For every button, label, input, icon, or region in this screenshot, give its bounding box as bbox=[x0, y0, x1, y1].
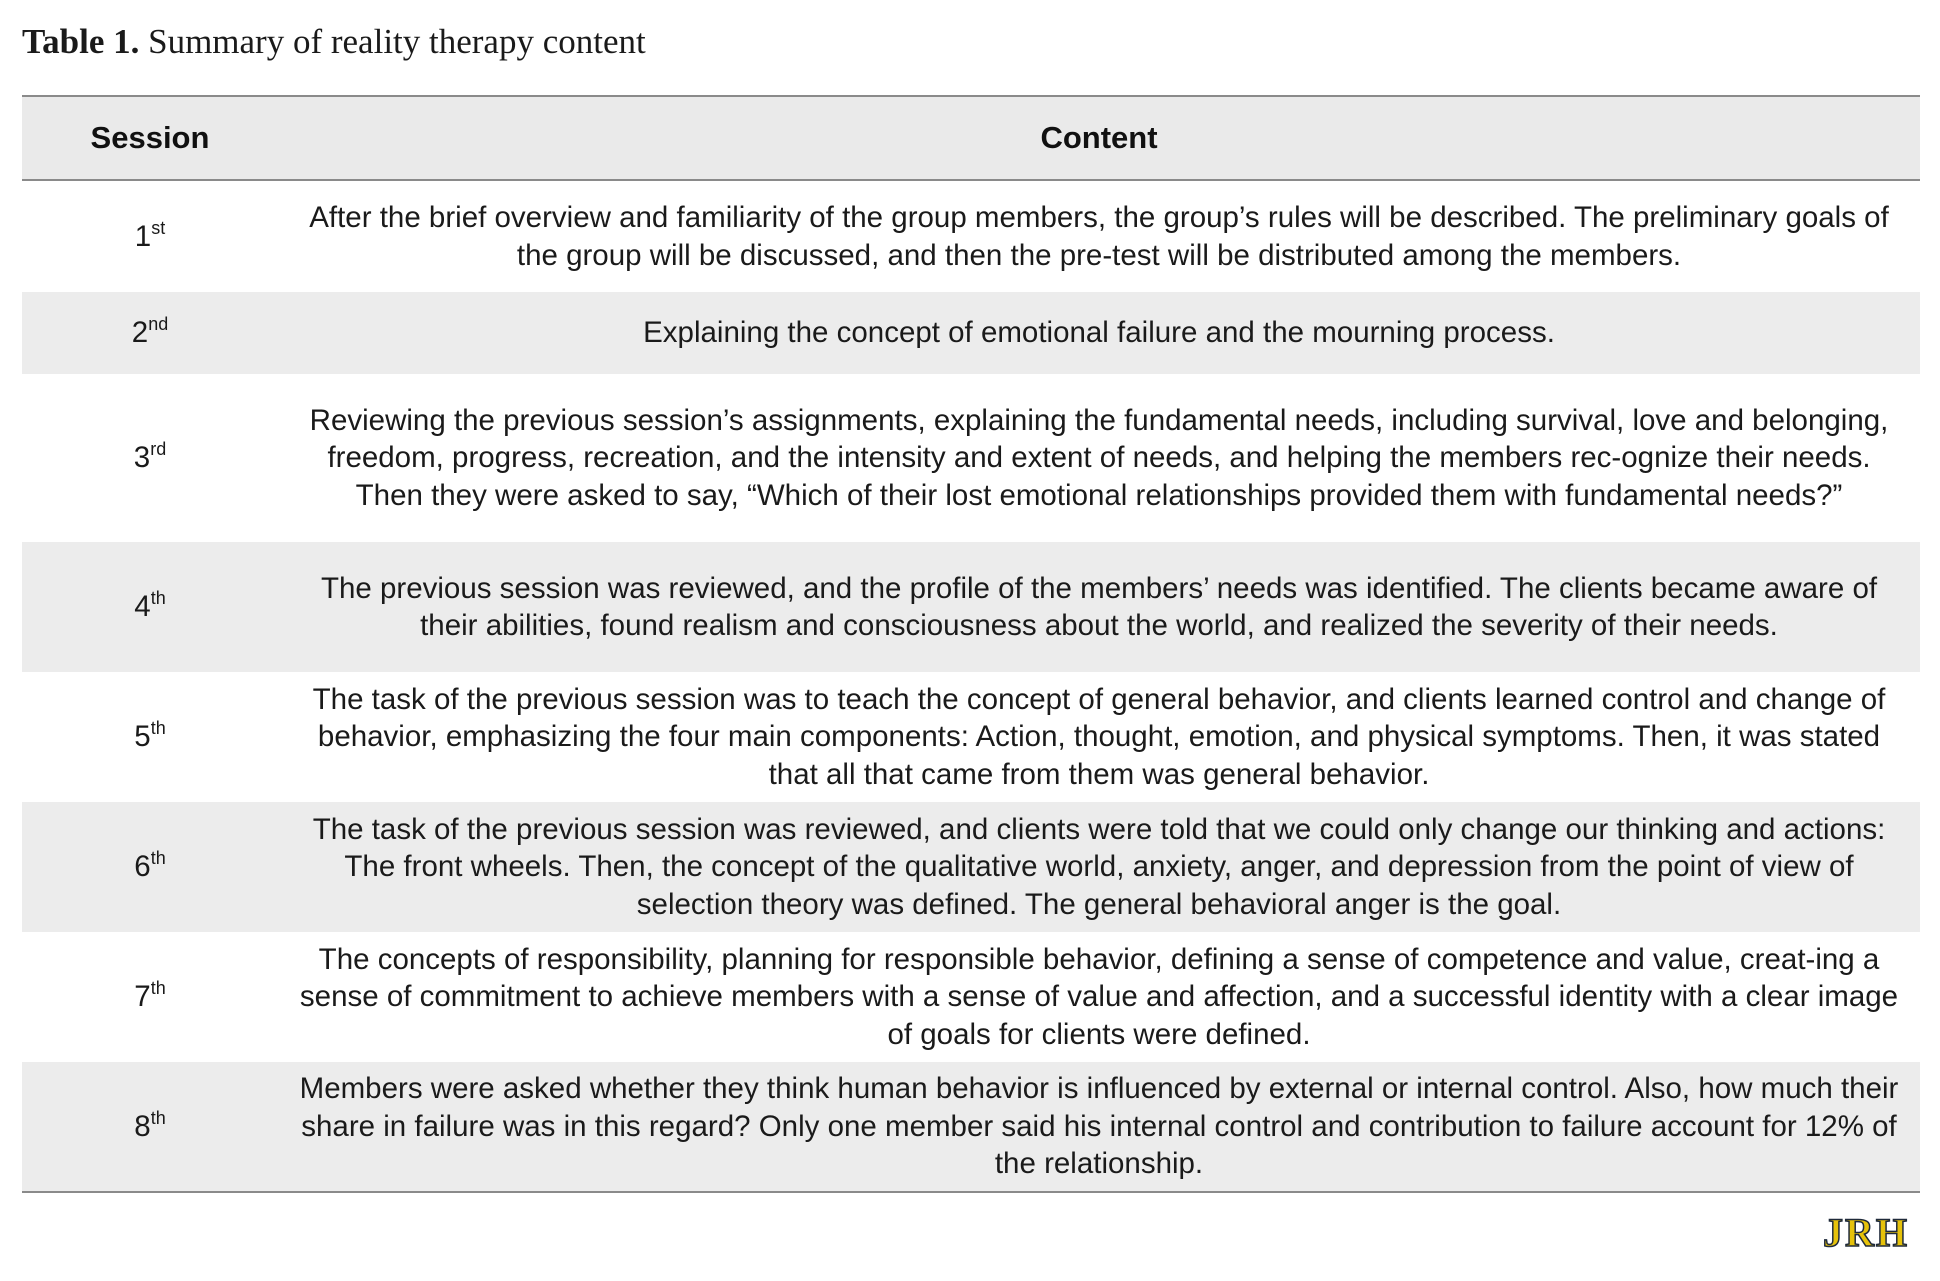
table-row bbox=[22, 542, 1920, 672]
session-number: 3 bbox=[133, 441, 151, 475]
session-cell bbox=[22, 932, 278, 1062]
session-number: 6 bbox=[134, 850, 151, 884]
session-number: 4 bbox=[134, 590, 151, 624]
content-cell: The concepts of responsibility, planning for responsible behavior, defining a sense of competence and value, creat-ing a sense of commitment to achieve members with a sense of value and affection, and a successful identity with a clear image of goals for clients were defined. bbox=[299, 942, 1899, 1051]
session-ordinal-suffix: th bbox=[150, 978, 166, 999]
session-ordinal-suffix: rd bbox=[150, 439, 167, 460]
content-cell: The task of the previous session was reviewed, and clients were told that we could only change our thinking and actions: The front wheels. Then, the concept of the qualitative world, anxiety, anger, and depression from the point of view of selection theory was defined. The general behavioral anger is the goal. bbox=[278, 802, 1920, 932]
table-row bbox=[22, 180, 1920, 292]
session-number: 7 bbox=[134, 980, 151, 1014]
content-cell: Explaining the concept of emotional failure and the mourning process. bbox=[278, 292, 1920, 374]
table-label: Table 1. bbox=[22, 22, 140, 61]
session-ordinal-suffix: th bbox=[150, 1107, 166, 1128]
header-content: Content bbox=[278, 96, 1920, 180]
session-number: 8 bbox=[134, 1109, 151, 1143]
content-cell: After the brief overview and familiarity of the group members, the group’s rules will be described. The preliminary goals of the group will be discussed, and then the pre-test will be distributed among the members. bbox=[309, 201, 1889, 272]
content-cell: The previous session was reviewed, and the profile of the members’ needs was identified. The clients became aware of their abilities, found realism and consciousness about the world, and realized the severity of their needs. bbox=[278, 542, 1920, 672]
session-cell bbox=[22, 292, 278, 374]
table-row bbox=[22, 1062, 1920, 1192]
table-row bbox=[22, 802, 1920, 932]
journal-logo bbox=[1810, 1210, 1922, 1255]
session-cell bbox=[22, 802, 278, 932]
content-cell: Members were asked whether they think human behavior is influenced by external or internal control. Also, how much their share in failure was in this regard? Only one member said his internal control and contribution to failure account for 12% of the relationship. bbox=[278, 1062, 1920, 1192]
table-caption bbox=[22, 18, 646, 66]
session-ordinal-suffix: th bbox=[150, 848, 166, 869]
table-row bbox=[22, 374, 1920, 542]
session-cell bbox=[22, 1062, 278, 1192]
header-session: Session bbox=[22, 96, 278, 180]
session-number: 5 bbox=[134, 720, 151, 754]
table-row bbox=[22, 672, 1920, 802]
table-row bbox=[22, 932, 1920, 1062]
session-ordinal-suffix: th bbox=[150, 718, 166, 739]
table-header-row bbox=[22, 96, 1920, 180]
session-cell bbox=[22, 180, 278, 292]
content-cell: Reviewing the previous session’s assignments, explaining the fundamental needs, including survival, love and belonging, freedom, progress, recreation, and the intensity and extent of needs, and helping the members rec-ognize their needs. Then they were asked to say, “Which of their lost emotional relationships provided them with fundamental needs?” bbox=[309, 403, 1889, 512]
journal-logo-text: JRH bbox=[1823, 1210, 1909, 1255]
session-ordinal-suffix: nd bbox=[148, 314, 169, 335]
session-number: 2 bbox=[131, 316, 149, 350]
session-ordinal-suffix: st bbox=[151, 217, 166, 238]
summary-table bbox=[22, 95, 1920, 1193]
session-cell bbox=[22, 542, 278, 672]
content-cell: The task of the previous session was to teach the concept of general behavior, and clients learned control and change of behavior, emphasizing the four main components: Action, thought, emotion, and physical symptoms. Then, it was stated that all that came from them was general behavior. bbox=[312, 682, 1886, 791]
table-title: Summary of reality therapy content bbox=[148, 22, 646, 61]
session-number: 1 bbox=[134, 219, 152, 253]
session-cell bbox=[22, 672, 278, 802]
table-row bbox=[22, 292, 1920, 374]
session-ordinal-suffix: th bbox=[150, 588, 166, 609]
session-cell bbox=[22, 374, 278, 542]
